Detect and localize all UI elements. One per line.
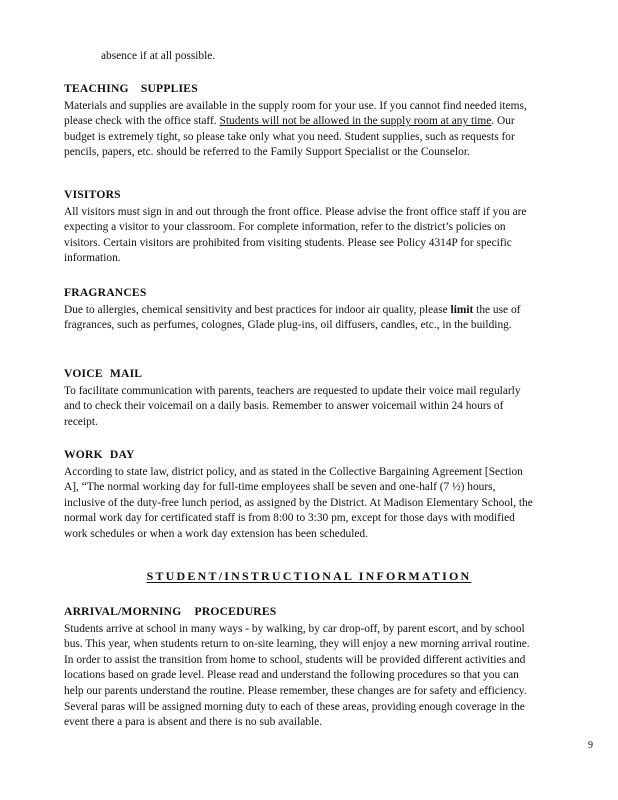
- paragraph-visitors: All visitors must sign in and out through the front office. Please advise the front office staff if you are expecting a visitor to your classroom. For complete information, refer to the district’s policies on visitors. Certain visitors are prohibited from visiting students. Please see Policy 4314P for specific information.: [64, 205, 527, 265]
- paragraph-voice-mail: To facilitate communication with parents, teachers are requested to update their voice mail regularly and to check their voicemail on a daily basis. Remember to answer voicemail within 24 hours of receipt.: [64, 384, 521, 428]
- section-banner-title: STUDENT/INSTRUCTIONAL INFORMATION: [146, 569, 472, 583]
- section-visitors: [64, 187, 538, 267]
- section-arrival-morning: [64, 604, 538, 731]
- paragraph-fragrances: [64, 303, 538, 334]
- fragrances-text-bold: limit: [450, 303, 474, 316]
- section-voice-mail: [64, 366, 538, 430]
- heading-visitors: VISITORS: [64, 188, 121, 201]
- section-fragrances: [64, 285, 538, 334]
- teaching-text-end: . Our budget is extremely tight, so please take only what you need. Student supplies, such as requests for pencils, papers, etc. should be referred to the Family Support Specialist or the Counselor.: [64, 115, 515, 159]
- page-number: 9: [588, 740, 593, 751]
- teaching-text-underlined: Students will not be allowed in the supply room at any time: [219, 115, 492, 128]
- heading-work-day: WORK DAY: [64, 448, 135, 461]
- continued-fragment: absence if at all possible.: [101, 50, 216, 62]
- paragraph-arrival-morning: Students arrive at school in many ways - by walking, by car drop-off, by parent escort, and by school bus. This year, when students return to on-site learning, they will enjoy a new morning arrival routine. In order to assist the transition from home to school, students will be provided different activities and locations based on grade level. Please read and understand the following procedures so that you can help our parents understand the routine. Please remember, these changes are for safety and efficiency. Several paras will be assigned morning duty to each of these areas, providing enough coverage in the event there a para is absent and there is no sub available.: [64, 622, 530, 729]
- heading-arrival-morning: ARRIVAL/MORNING PROCEDURES: [64, 605, 277, 618]
- heading-fragrances: FRAGRANCES: [64, 286, 147, 299]
- teaching-text-start: Materials and supplies are available in the supply room for your use. If you cannot find needed items, please check with the office staff.: [64, 99, 527, 128]
- section-teaching-supplies: [64, 81, 538, 161]
- heading-voice-mail: VOICE MAIL: [64, 367, 143, 380]
- paragraph-work-day: According to state law, district policy, and as stated in the Collective Bargaining Agreement [Section A], “The normal working day for full-time employees shall be seven and one-half (7 ½) hours, inclusive of the duty-free lunch period, as assigned by the District. At Madison Elementary School, the normal work day for certificated staff is from 8:00 to 3:30 pm, except for those days with modified work schedules or when a work day extension has been scheduled.: [64, 465, 533, 540]
- section-work-day: [64, 447, 538, 543]
- paragraph-teaching-supplies: [64, 99, 538, 161]
- section-banner: [0, 569, 618, 585]
- heading-teaching-supplies: TEACHING SUPPLIES: [64, 82, 198, 95]
- fragrances-text-start: Due to allergies, chemical sensitivity and best practices for indoor air quality, please: [64, 303, 451, 316]
- fragrances-text-end: the use of fragrances, such as perfumes, colognes, Glade plug-ins, oil diffusers, candles, etc., in the building.: [64, 303, 521, 332]
